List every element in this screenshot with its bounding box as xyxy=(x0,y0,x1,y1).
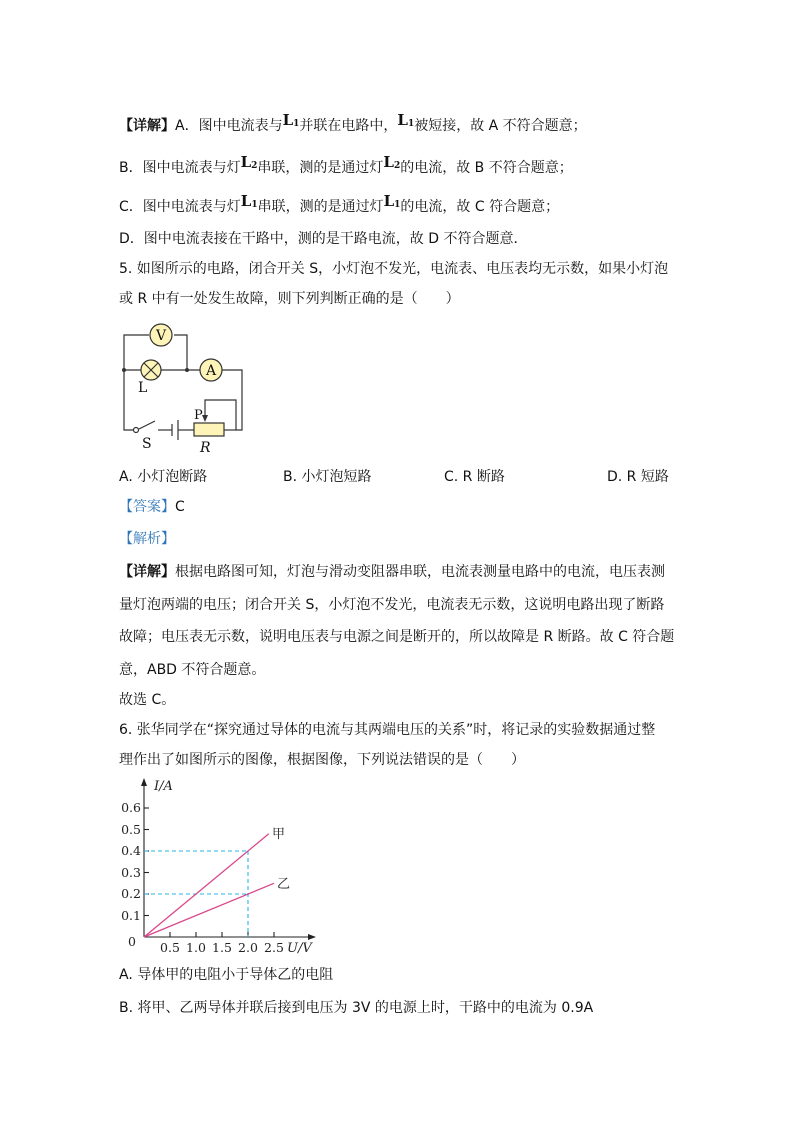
detail-line-b: B．图中电流表与灯$L_2$串联，测的是通过灯$L_2$的电流，故 B 不符合题意； xyxy=(119,153,573,176)
svg-text:0.4: 0.4 xyxy=(121,843,141,858)
svg-text:1.5: 1.5 xyxy=(212,940,232,955)
svg-text:0.3: 0.3 xyxy=(121,865,141,880)
answer-value: C xyxy=(175,499,185,515)
svg-text:0.1: 0.1 xyxy=(121,908,141,923)
analysis-label: 【解析】 xyxy=(119,531,175,547)
svg-text:0.5: 0.5 xyxy=(121,822,141,837)
q6-stem-line1: 6. 张华同学在“探究通过导体的电流与其两端电压的关系”时，将记录的实验数据通过整 xyxy=(119,722,656,738)
symbol-l2: $L_2$ xyxy=(240,153,258,171)
q6-option-b: B. 将甲、乙两导体并联后接到电压为 3V 的电源上时，干路中的电流为 0.9A xyxy=(119,1000,594,1016)
q5-option-b: B. 小灯泡短路 xyxy=(283,469,372,485)
svg-text:1.0: 1.0 xyxy=(186,940,206,955)
q5-conclusion: 故选 C。 xyxy=(119,692,176,708)
svg-text:乙: 乙 xyxy=(277,877,291,892)
detail-label: 【详解】 xyxy=(119,118,175,134)
q5-stem-line1: 5. 如图所示的电路，闭合开关 S，小灯泡不发光，电流表、电压表均无示数，如果小灯泡 xyxy=(119,261,669,277)
detail-line-a: 【详解】A．图中电流表与$L_1$并联在电路中，$L_1$被短接，故 A 不符合题意； xyxy=(119,111,587,134)
q5-stem-line2: 或 R 中有一处发生故障，则下列判断正确的是（ ） xyxy=(119,291,460,307)
q5-option-d: D. R 短路 xyxy=(607,469,669,485)
x-axis-arrow-icon xyxy=(308,934,316,940)
q6-iu-chart xyxy=(112,772,337,957)
svg-text:L: L xyxy=(138,380,148,396)
svg-text:R: R xyxy=(200,440,211,456)
svg-text:0.5: 0.5 xyxy=(160,940,180,955)
resistor-icon xyxy=(194,423,224,436)
q5-detail-line3: 故障；电压表无示数，说明电压表与电源之间是断开的，所以故障是 R 断路。故 C 符合题 xyxy=(119,629,675,645)
svg-text:0.6: 0.6 xyxy=(121,800,141,815)
svg-text:P: P xyxy=(194,408,203,423)
x-axis-label: U/V xyxy=(287,941,312,956)
svg-text:0: 0 xyxy=(128,934,136,949)
q5-circuit-diagram xyxy=(112,322,252,457)
detail-label: 【详解】 xyxy=(119,564,175,580)
switch-contact-icon xyxy=(134,428,139,433)
symbol-l1: $L_1$ xyxy=(397,111,415,129)
series-jia-line xyxy=(144,834,269,937)
svg-text:S: S xyxy=(142,436,152,452)
q6-stem-line2: 理作出了如图所示的图像，根据图像，下列说法错误的是（ ） xyxy=(119,752,525,768)
svg-text:甲: 甲 xyxy=(272,827,286,842)
svg-text:2.5: 2.5 xyxy=(264,940,284,955)
svg-text:V: V xyxy=(155,328,167,344)
symbol-l1: $L_1$ xyxy=(240,192,258,210)
svg-text:2.0: 2.0 xyxy=(238,940,258,955)
q5-detail-line2: 量灯泡两端的电压；闭合开关 S，小灯泡不发光，电流表无示数，这说明电路出现了断路 xyxy=(119,597,665,613)
q6-option-a: A. 导体甲的电阻小于导体乙的电阻 xyxy=(119,967,334,983)
q5-answer xyxy=(119,497,185,517)
symbol-l2: $L_2$ xyxy=(383,153,401,171)
slider-arrow-icon xyxy=(202,415,208,422)
svg-text:A: A xyxy=(205,363,217,379)
detail-line-d: D．图中电流表接在干路中，测的是干路电流，故 D 不符合题意． xyxy=(119,231,528,247)
answer-label: 【答案】 xyxy=(119,499,175,515)
detail-line-c: C．图中电流表与灯$L_1$串联，测的是通过灯$L_1$的电流，故 C 符合题意； xyxy=(119,192,560,215)
q5-option-c: C. R 断路 xyxy=(444,469,505,485)
symbol-l1: $L_1$ xyxy=(282,111,300,129)
q5-option-a: A. 小灯泡断路 xyxy=(119,469,208,485)
y-axis-label: I/A xyxy=(154,779,173,794)
symbol-l1: $L_1$ xyxy=(383,192,401,210)
q5-detail-line4: 意，ABD 不符合题意。 xyxy=(119,662,266,678)
svg-text:0.2: 0.2 xyxy=(121,886,141,901)
q5-options xyxy=(119,467,679,487)
y-axis-arrow-icon xyxy=(141,778,147,786)
q5-detail-line1: 【详解】根据电路图可知，灯泡与滑动变阻器串联，电流表测量电路中的电流，电压表测 xyxy=(119,564,665,580)
series-yi-line xyxy=(144,883,274,937)
